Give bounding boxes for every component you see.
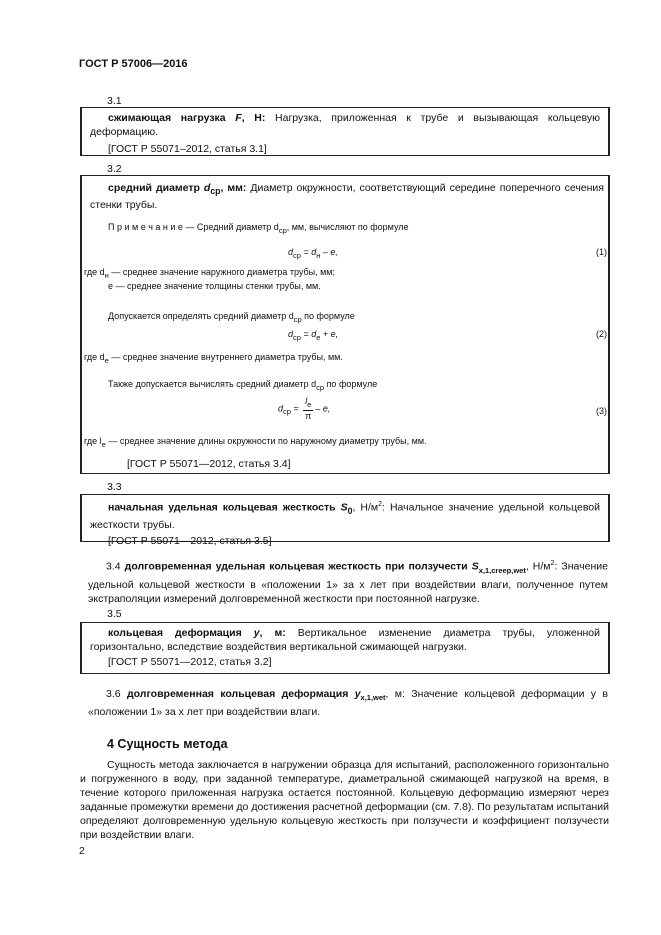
term-3-3-definition: начальная удельная кольцевая жесткость $S_0$, $Н/м^2$: Начальное значение удельной кольцевой жесткости трубы. (90, 501, 600, 531)
term-box-3-5 (80, 622, 610, 674)
term-3-1-definition: сжимающая нагрузка F, Н: Нагрузка, приложенная к трубе и вызывающая кольцевую деформацию. (90, 112, 600, 138)
where-1a: где $d_н$ — среднее значение наружного диаметра трубы, мм; (84, 267, 335, 280)
term-3-3-reference: [ГОСТ Р 55071—2012, статья 3.5] (108, 534, 272, 547)
term-box-3-2 (80, 175, 610, 474)
section-4-title: 4 Сущность метода (107, 737, 228, 751)
where-3: где $l_е$ — среднее значение длины окружности по наружному диаметру трубы, мм. (84, 436, 427, 449)
term-3-5-reference: [ГОСТ Р 55071—2012, статья 3.2] (108, 656, 272, 668)
note: П р и м е ч а н и е — Средний диаметр $d_{ср}$, мм, вычисляют по формуле (108, 222, 409, 235)
fraction: $l_е$ π (305, 396, 312, 421)
term-3-5-definition: кольцевая деформация y, м: Вертикальное изменение диаметра трубы, уложенной горизонтально, вследствие воздействия вертикальной сжимающей нагрузки. (90, 627, 600, 653)
term-3-1-reference: [ГОСТ Р 55071–2012, статья 3.1] (108, 143, 267, 155)
term-box-3-3 (80, 494, 610, 547)
term-number-3-2: 3.2 (107, 163, 122, 175)
formula-3-number: (3) (596, 406, 607, 416)
where-2: где $d_е$ — среднее значение внутреннего диаметра трубы, мм. (84, 352, 343, 365)
term-3-6-definition: 3.6 долговременная кольцевая деформация $y_{x,1,wet}$, м: Значение кольцевой деформации y в «положении 1» за x лет при воздействии влаги. (88, 688, 608, 719)
formula-2-number: (2) (596, 329, 607, 339)
term-box-3-1 (80, 107, 610, 156)
term-3-4-definition: 3.4 долговременная удельная кольцевая жесткость при ползучести $S_{x,1,creep,wet}$, $Н/м^2$: Значение удельной кольцевой жесткости в «положении 1» за x лет при воздействии влаги, полученное путем экстраполяции измерений долговременной жесткости при постоянной нагрузке. (88, 560, 608, 605)
page-number: 2 (79, 845, 85, 857)
where-1b: e — среднее значение толщины стенки трубы, мм. (108, 281, 321, 291)
document-header: ГОСТ Р 57006—2016 (79, 58, 188, 70)
term-number-3-5: 3.5 (107, 608, 122, 620)
formula-3: $d_{ср}$ = $l_е$ π – e, (278, 396, 331, 421)
section-4-text: Сущность метода заключается в нагружении образца для испытаний, расположенного горизонтально и погруженного в воду, при заданной температуре, диаметральной сжимающей нагрузкой на время, в течение которого приложенная нагрузка остается постоянной. Кольцевую деформацию измеряют через заданные промежутки времени до достижения расчетной деформации (см. 7.8). По результатам испытаний определяют долговременную удельную кольцевую жесткость при ползучести и коэффициент ползучести при воздействии влаги. (80, 759, 609, 841)
term-number-3-3: 3.3 (107, 481, 122, 493)
formula-1: $d_{ср} = d_н - e$, (288, 247, 338, 260)
term-3-2-definition: средний диаметр $d_{ср}$, мм: Диаметр окружности, соответствующий середине поперечного сечения стенки трубы. (90, 182, 604, 212)
formula-2: $d_{ср} = d_е + e$, (288, 329, 339, 342)
allow-text: Допускается определять средний диаметр $d_{ср}$ по формуле (108, 311, 355, 324)
term-3-2-reference: [ГОСТ Р 55071—2012, статья 3.4] (127, 458, 291, 470)
formula-1-number: (1) (596, 247, 607, 257)
term-number-3-1: 3.1 (107, 95, 122, 107)
also-text: Также допускается вычислять средний диаметр $d_{ср}$ по формуле (108, 379, 378, 392)
